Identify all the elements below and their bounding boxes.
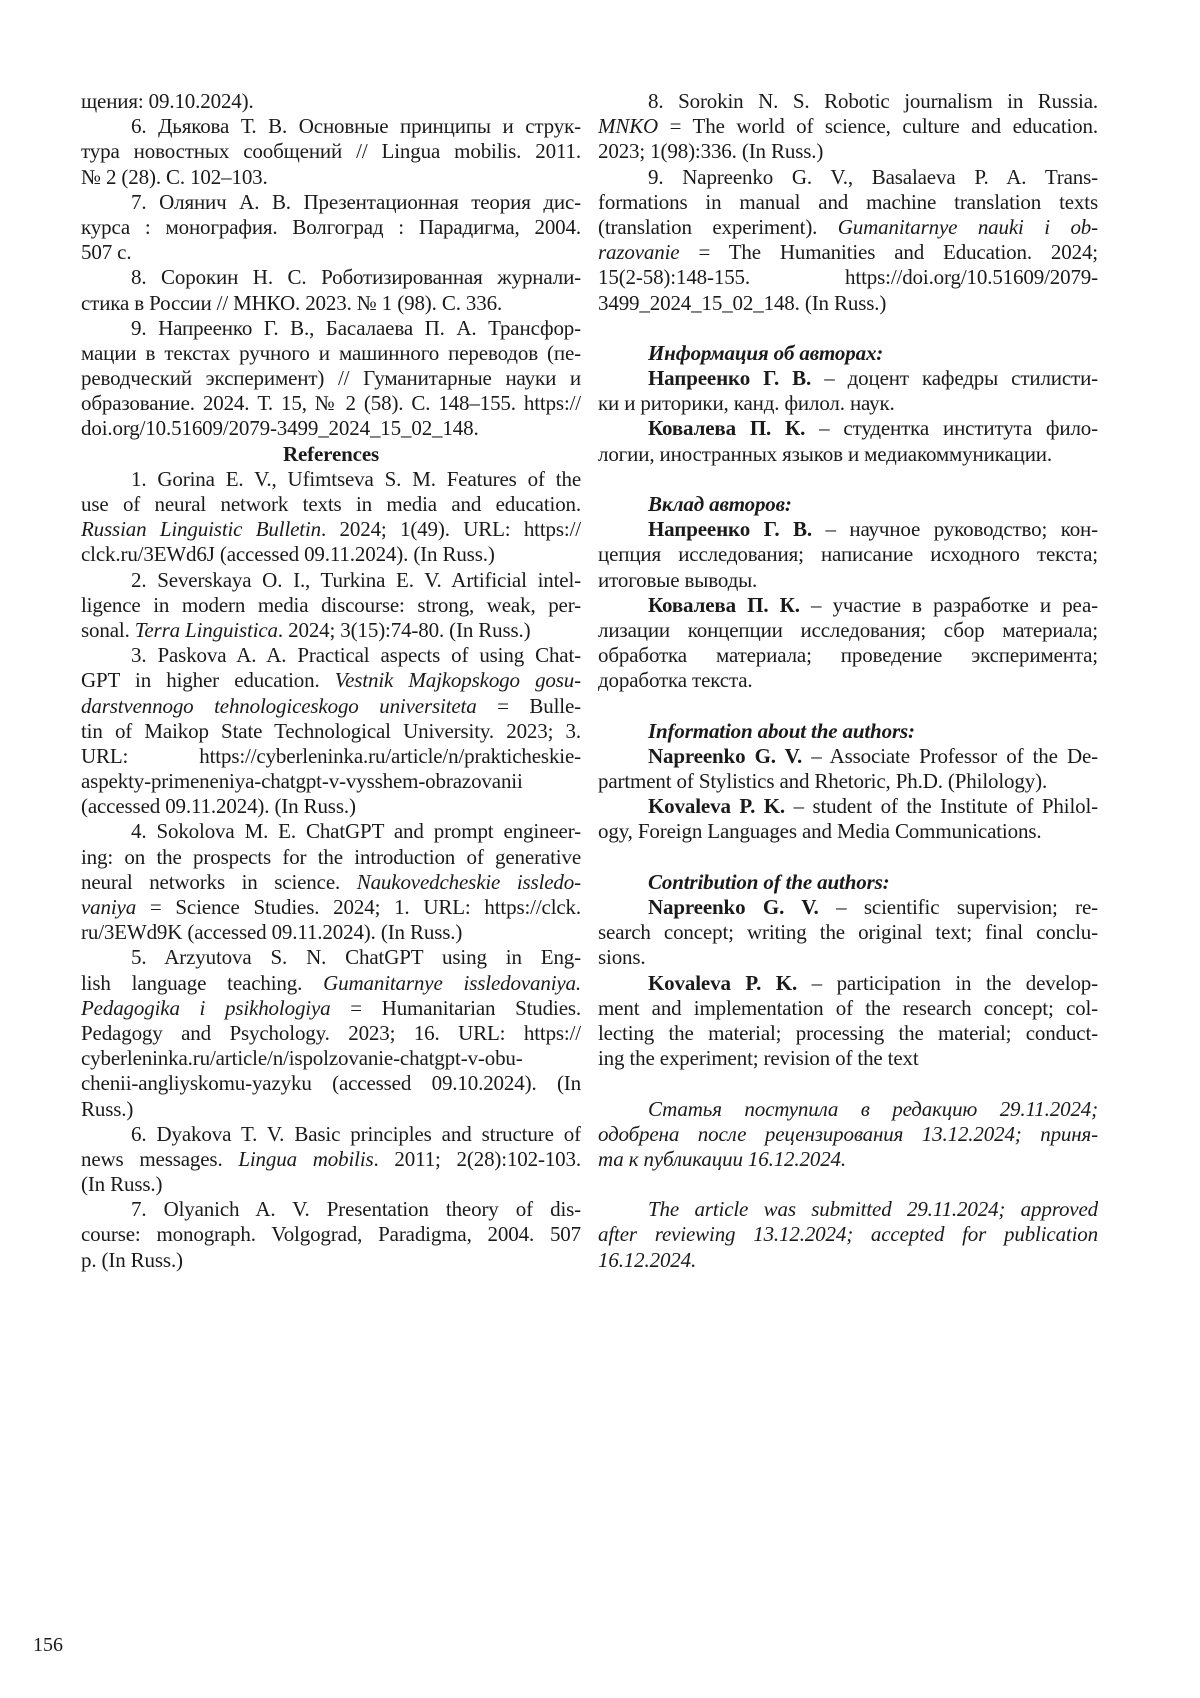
blank-space — [598, 467, 1098, 492]
text-line — [81, 1147, 581, 1172]
text-run: обработка материала; проведение эксперимента; — [598, 643, 1098, 668]
text-line — [81, 517, 581, 542]
text-line — [81, 971, 581, 996]
text-line — [598, 1021, 1098, 1046]
text-run: 507 с. — [81, 240, 132, 265]
text-line — [598, 391, 1098, 416]
text-line — [81, 719, 581, 744]
paragraph — [81, 190, 581, 266]
paragraph — [598, 1097, 1098, 1173]
text-line — [81, 492, 581, 517]
text-run: логии, иностранных языков и медиакоммуникации. — [598, 441, 1052, 466]
text-line — [81, 1197, 581, 1222]
text-run: итоговые выводы. — [598, 567, 758, 592]
text-line — [598, 1248, 1098, 1273]
text-line — [598, 668, 1098, 693]
author-name: Напреенко Г. В. — [648, 366, 812, 391]
paragraph — [81, 1122, 581, 1198]
text-run: Contribution of the authors: — [648, 869, 890, 894]
paragraph — [81, 89, 581, 114]
section-heading — [81, 442, 581, 467]
text-line — [598, 190, 1098, 215]
text-run: Статья поступила в редакцию 29.11.2024; — [648, 1096, 1098, 1121]
blank-space — [598, 845, 1098, 870]
text-run: ing the experiment; revision of the text — [598, 1046, 919, 1071]
text-run: – участие в разработке и реа- — [799, 592, 1098, 617]
text-run: tin of Maikop State Technological University. 2023; 3. — [81, 718, 581, 743]
text-run: 6. Dyakova T. V. Basic principles and structure of — [131, 1121, 581, 1146]
text-run: doi.org/10.51609/2079-3499_2024_15_02_148. — [81, 416, 479, 441]
text-run: news messages. — [81, 1146, 239, 1171]
text-run: Pedagogy and Psychology. 2023; 16. URL: https:// — [81, 1020, 581, 1045]
text-line — [598, 996, 1098, 1021]
text-line — [81, 467, 581, 492]
text-run: = The world of science, culture and education. — [658, 114, 1098, 139]
text-run: . 2024; 3(15):74-80. (In Russ.) — [277, 617, 531, 642]
text-line — [81, 694, 581, 719]
italic-title: Lingua mobilis — [238, 1146, 374, 1171]
text-line — [81, 190, 581, 215]
italic-title: Russian Linguistic Bulletin — [81, 517, 322, 542]
text-run: 1. Gorina E. V., Ufimtseva S. M. Features of the — [131, 466, 581, 491]
text-run: ment and implementation of the research concept; col- — [598, 995, 1098, 1020]
text-run: – студентка института фило- — [805, 416, 1098, 441]
text-line — [81, 945, 581, 970]
text-run: тура новостных сообщений // Lingua mobilis. 2011. — [81, 139, 581, 164]
text-run: 8. Sorokin N. S. Robotic journalism in Russia. — [648, 89, 1098, 113]
text-line — [81, 1021, 581, 1046]
text-run: мации в текстах ручного и машинного переводов (пе- — [81, 340, 581, 365]
text-line — [81, 819, 581, 844]
text-run: Вклад авторов: — [648, 492, 792, 516]
blank-space — [598, 316, 1098, 341]
text-run: chenii-angliyskomu-yazyku (accessed 09.10.2024). (In — [81, 1071, 581, 1096]
text-line — [81, 1071, 581, 1096]
italic-title: Naukovedcheskie issledo- — [356, 869, 581, 894]
text-line — [598, 870, 1098, 895]
text-run: образование. 2024. Т. 15, № 2 (58). С. 148–155. https:// — [81, 391, 581, 416]
paragraph — [81, 568, 581, 644]
text-line — [81, 542, 581, 567]
text-line — [81, 139, 581, 164]
text-run: – scientific supervision; re- — [818, 895, 1098, 919]
text-run: = The Humanities and Education. 2024; — [679, 240, 1098, 265]
author-name: Kovaleva P. K. — [648, 794, 786, 819]
text-line — [598, 542, 1098, 567]
paragraph — [598, 744, 1098, 794]
text-line — [81, 794, 581, 819]
paragraph — [598, 89, 1098, 165]
text-run: aspekty-primeneniya-chatgpt-v-vysshem-obrazovanii — [81, 769, 523, 794]
text-line — [81, 1097, 581, 1122]
text-run: = Humanitarian Studies. — [330, 995, 581, 1020]
text-run: 4. Sokolova M. E. ChatGPT and prompt engineer- — [131, 819, 581, 844]
text-run: use of neural network texts in media and education. — [81, 492, 581, 516]
text-line — [598, 215, 1098, 240]
text-line — [81, 618, 581, 643]
text-line — [81, 643, 581, 668]
text-line — [81, 1122, 581, 1147]
text-line — [598, 1046, 1098, 1071]
text-run: ки и риторики, канд. филол. наук. — [598, 391, 895, 416]
italic-title: MNKO — [598, 114, 659, 139]
text-run: (In Russ.) — [81, 1172, 163, 1197]
italic-title: vaniya — [81, 895, 137, 919]
text-run: 7. Олянич А. В. Презентационная теория дис- — [131, 189, 581, 214]
text-line — [81, 265, 581, 290]
text-line — [598, 114, 1098, 139]
author-name: Kovaleva P. K. — [648, 970, 798, 995]
text-run: = Bulle- — [476, 693, 581, 718]
text-run: References — [282, 441, 380, 466]
text-run: – student of the Institute of Philol- — [785, 794, 1098, 819]
text-run: 9. Napreenko G. V., Basalaeva P. A. Trans- — [648, 164, 1098, 189]
text-run: одобрена после рецензирования 13.12.2024; приня- — [598, 1121, 1098, 1146]
text-line — [598, 744, 1098, 769]
text-line — [81, 870, 581, 895]
italic-title: Gumanitarnye issledovaniya. — [323, 970, 581, 995]
paragraph — [598, 366, 1098, 416]
text-line — [598, 719, 1098, 744]
text-line — [598, 794, 1098, 819]
author-name: Напреенко Г. В. — [648, 517, 812, 542]
text-run: – доцент кафедры стилисти- — [811, 366, 1098, 391]
paragraph — [81, 114, 581, 190]
text-run: after reviewing 13.12.2024; accepted for publication — [598, 1222, 1098, 1247]
paragraph — [598, 971, 1098, 1072]
text-line — [81, 1222, 581, 1247]
text-line — [598, 568, 1098, 593]
author-name: Ковалева П. К. — [648, 592, 800, 617]
text-run: стика в России // МНКО. 2023. № 1 (98). С. 336. — [81, 290, 503, 315]
text-line — [81, 215, 581, 240]
text-run: formations in manual and machine translation texts — [598, 189, 1098, 214]
text-run: p. (In Russ.) — [81, 1247, 183, 1272]
paragraph — [598, 165, 1098, 316]
text-line — [598, 517, 1098, 542]
text-run: ru/3EWd9K (accessed 09.11.2024). (In Russ.) — [81, 920, 463, 945]
text-run: 5. Arzyutova S. N. ChatGPT using in Eng- — [131, 945, 581, 970]
text-run: (translation experiment). — [598, 214, 838, 239]
text-run: Информация об авторах: — [648, 340, 884, 365]
paragraph — [81, 316, 581, 442]
italic-title: Terra Linguistica — [134, 617, 278, 642]
text-run: курса : монография. Волгоград : Парадигма, 2004. — [81, 214, 581, 239]
text-line — [598, 618, 1098, 643]
paragraph — [81, 945, 581, 1121]
paragraph — [598, 1197, 1098, 1273]
text-run: лизации концепции исследования; сбор материала; — [598, 617, 1098, 642]
text-line — [598, 341, 1098, 366]
italic-title: Gumanitarnye nauki i ob- — [837, 214, 1098, 239]
text-run: 3499_2024_15_02_148. (In Russ.) — [598, 290, 887, 315]
text-line — [598, 920, 1098, 945]
italic-title: razovanie — [598, 240, 680, 265]
text-line — [81, 366, 581, 391]
author-name: Napreenko G. V. — [648, 743, 803, 768]
text-line — [598, 1122, 1098, 1147]
text-run: cyberleninka.ru/article/n/ispolzovanie-chatgpt-v-obu- — [81, 1046, 523, 1071]
section-heading — [598, 870, 1098, 895]
text-line — [598, 416, 1098, 441]
paragraph — [81, 819, 581, 945]
section-heading — [598, 492, 1098, 517]
text-run: 8. Сорокин Н. С. Роботизированная журнали- — [131, 265, 581, 290]
text-run: GPT in higher education. — [81, 668, 335, 693]
text-line — [598, 265, 1098, 290]
text-line — [598, 971, 1098, 996]
paragraph — [598, 593, 1098, 694]
text-line — [81, 416, 581, 441]
text-run: lish language teaching. — [81, 970, 324, 995]
italic-title: Pedagogika i psikhologiya — [81, 995, 331, 1020]
text-line — [598, 492, 1098, 517]
text-run: – participation in the develop- — [797, 970, 1098, 995]
text-run: 15(2-58):148-155. https://doi.org/10.51609/2079- — [598, 265, 1098, 290]
italic-title: Vestnik Majkopskogo gosu- — [334, 668, 581, 693]
left-column — [81, 89, 581, 1273]
text-run: lecting the material; processing the material; conduct- — [598, 1020, 1098, 1045]
text-run: The article was submitted 29.11.2024; approved — [648, 1197, 1098, 1222]
text-run: 3. Paskova A. A. Practical aspects of using Chat- — [131, 643, 581, 668]
text-run: ing: on the prospects for the introduction of generative — [81, 844, 581, 869]
blank-space — [598, 1071, 1098, 1096]
text-line — [598, 945, 1098, 970]
text-run: – Associate Professor of the De- — [802, 743, 1098, 768]
text-line — [81, 114, 581, 139]
text-run: 2. Severskaya O. I., Turkina E. V. Artificial intel- — [131, 567, 581, 592]
text-line — [81, 1248, 581, 1273]
text-line — [598, 1222, 1098, 1247]
text-run: цепция исследования; написание исходного текста; — [598, 542, 1098, 567]
text-run: реводческий эксперимент) // Гуманитарные науки и — [81, 366, 581, 391]
text-line — [81, 89, 581, 114]
paragraph — [598, 416, 1098, 466]
text-run: 16.12.2024. — [598, 1247, 697, 1272]
text-line — [598, 1147, 1098, 1172]
paragraph — [598, 517, 1098, 593]
text-line — [81, 920, 581, 945]
text-line — [81, 1172, 581, 1197]
text-run: sions. — [598, 945, 646, 970]
paragraph — [598, 794, 1098, 844]
paragraph — [598, 895, 1098, 971]
text-line — [598, 819, 1098, 844]
section-heading — [598, 719, 1098, 744]
author-name: Napreenko G. V. — [648, 895, 819, 919]
text-line — [81, 593, 581, 618]
text-line — [598, 1097, 1098, 1122]
paragraph — [81, 467, 581, 568]
text-run: № 2 (28). С. 102–103. — [81, 164, 268, 189]
text-line — [81, 996, 581, 1021]
text-run: 7. Olyanich A. V. Presentation theory of dis- — [131, 1197, 581, 1222]
text-run: та к публикации 16.12.2024. — [598, 1146, 847, 1171]
text-run: (accessed 09.11.2024). (In Russ.) — [81, 794, 356, 819]
text-line — [598, 89, 1098, 114]
blank-space — [598, 694, 1098, 719]
text-line — [81, 391, 581, 416]
text-line — [81, 568, 581, 593]
text-line — [81, 165, 581, 190]
text-line — [81, 668, 581, 693]
text-run: 2023; 1(98):336. (In Russ.) — [598, 139, 824, 164]
text-run: = Science Studies. 2024; 1. URL: https://clck. — [136, 895, 581, 919]
text-run: clck.ru/3EWd6J (accessed 09.11.2024). (In Russ.) — [81, 542, 495, 567]
author-name: Ковалева П. К. — [648, 416, 806, 441]
text-line — [598, 165, 1098, 190]
text-line — [81, 895, 581, 920]
text-line — [81, 845, 581, 870]
text-run: ogy, Foreign Languages and Media Communications. — [598, 819, 1042, 844]
text-line — [598, 643, 1098, 668]
page-number: 156 — [33, 1634, 63, 1656]
text-line — [598, 442, 1098, 467]
blank-space — [598, 1172, 1098, 1197]
section-heading — [598, 341, 1098, 366]
text-run: search concept; writing the original text; final conclu- — [598, 920, 1098, 945]
right-column — [598, 89, 1098, 1273]
text-run: доработка текста. — [598, 668, 753, 693]
text-line — [598, 139, 1098, 164]
text-line — [81, 316, 581, 341]
paragraph — [81, 643, 581, 819]
text-run: partment of Stylistics and Rhetoric, Ph.D. (Philology). — [598, 769, 1048, 794]
text-run: щения: 09.10.2024). — [81, 89, 254, 113]
text-line — [598, 769, 1098, 794]
text-line — [598, 895, 1098, 920]
paragraph — [81, 1197, 581, 1273]
text-line — [81, 240, 581, 265]
text-run: course: monograph. Volgograd, Paradigma, 2004. 507 — [81, 1222, 581, 1247]
text-line — [598, 240, 1098, 265]
text-run: ligence in modern media discourse: strong, weak, per- — [81, 592, 581, 617]
text-line — [81, 769, 581, 794]
text-run: Russ.) — [81, 1096, 134, 1121]
text-line — [598, 366, 1098, 391]
text-run: – научное руководство; кон- — [811, 517, 1098, 542]
text-line — [598, 291, 1098, 316]
text-line — [81, 341, 581, 366]
text-run: 6. Дьякова Т. В. Основные принципы и струк- — [131, 114, 581, 139]
text-line — [81, 744, 581, 769]
text-run: . 2011; 2(28):102-103. — [373, 1146, 581, 1171]
text-line — [598, 1197, 1098, 1222]
text-run: Information about the authors: — [648, 718, 915, 743]
text-run: neural networks in science. — [81, 869, 357, 894]
text-run: sonal. — [81, 617, 135, 642]
italic-title: darstvennogo tehnologiceskogo universiteta — [81, 693, 477, 718]
text-run: . 2024; 1(49). URL: https:// — [321, 517, 581, 542]
text-run: URL: https://cyberleninka.ru/article/n/prakticheskie- — [81, 743, 581, 768]
text-line — [81, 291, 581, 316]
text-line — [81, 1046, 581, 1071]
text-line — [598, 593, 1098, 618]
text-run: 9. Напреенко Г. В., Басалаева П. А. Трансфор- — [131, 315, 581, 340]
text-line — [81, 442, 581, 467]
paragraph — [81, 265, 581, 315]
